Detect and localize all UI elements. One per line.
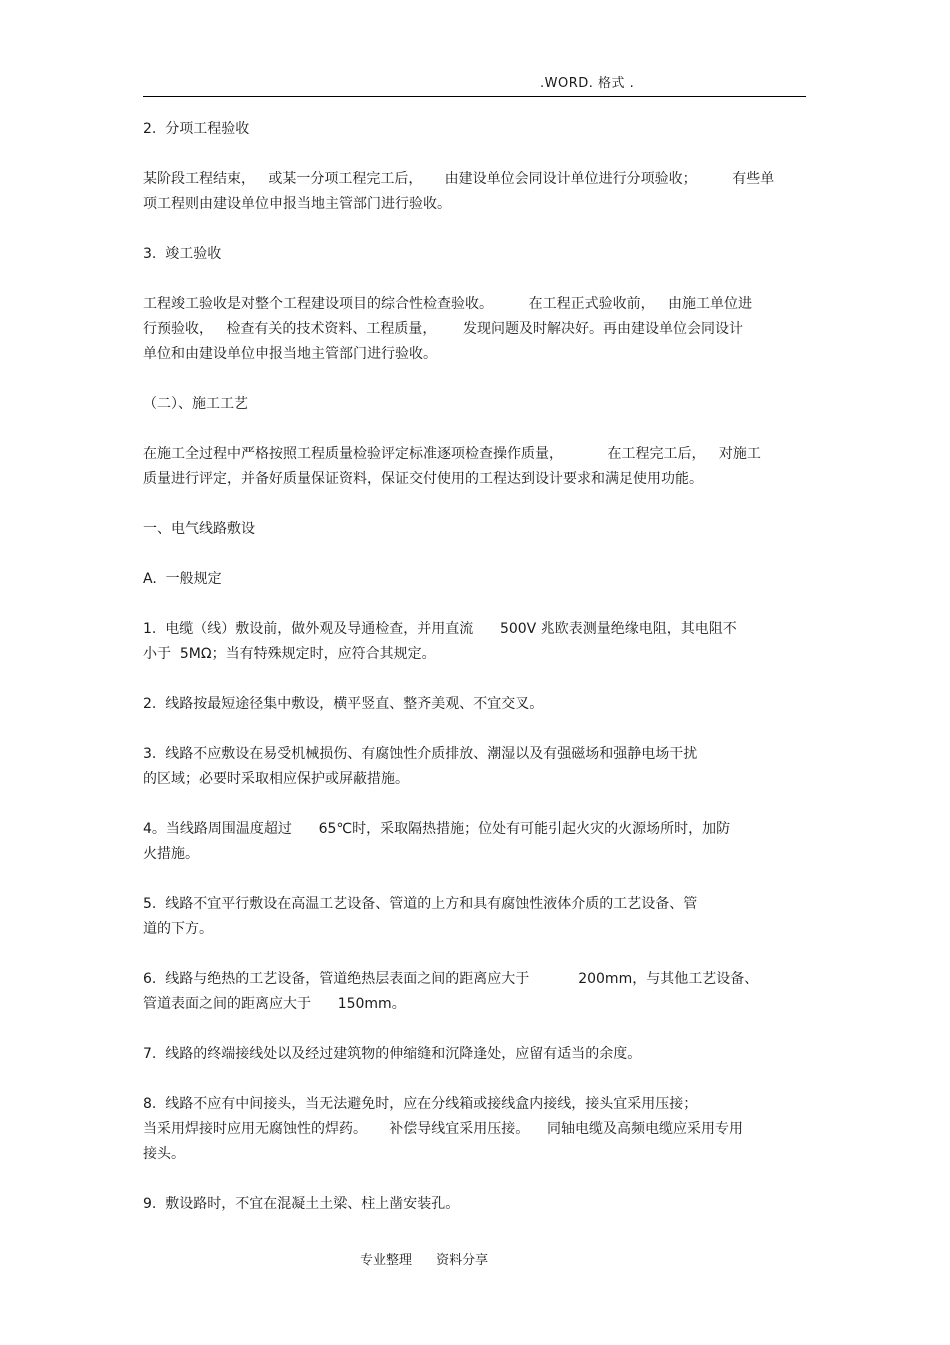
text-line: 管道表面之间的距离应大于 150mm。 bbox=[143, 996, 406, 1012]
text-line: 3. 竣工验收 bbox=[143, 246, 222, 262]
footer-left-text: 专业整理 bbox=[360, 1253, 413, 1268]
text-line: 工程竣工验收是对整个工程建设项目的综合性检查验收。 在工程正式验收前， 由施工单位进 bbox=[143, 296, 752, 312]
paragraph bbox=[143, 117, 806, 142]
page-header-label: .WORD. 格式 . bbox=[540, 76, 635, 91]
text-line: 9. 敷设路时，不宜在混凝土土梁、柱上凿安装孔。 bbox=[143, 1196, 460, 1212]
paragraph bbox=[143, 1042, 806, 1067]
paragraph bbox=[143, 1092, 806, 1167]
text-line: 2. 线路按最短途径集中敷设，横平竖直、整齐美观、不宜交叉。 bbox=[143, 696, 544, 712]
text-line: 5. 线路不宜平行敷设在高温工艺设备、管道的上方和具有腐蚀性液体介质的工艺设备、管 bbox=[143, 896, 698, 912]
paragraph bbox=[143, 292, 806, 367]
text-line: 的区域；必要时采取相应保护或屏蔽措施。 bbox=[143, 771, 409, 787]
text-line: 质量进行评定，并备好质量保证资料，保证交付使用的工程达到设计要求和满足使用功能。 bbox=[143, 471, 703, 487]
paragraph bbox=[143, 392, 806, 417]
text-line: 当采用焊接时应用无腐蚀性的焊药。 补偿导线宜采用压接。 同轴电缆及高频电缆应采用专用 bbox=[143, 1121, 744, 1137]
text-line: 1. 电缆（线）敷设前，做外观及导通检查，并用直流 500V 兆欧表测量绝缘电阻，其电阻不 bbox=[143, 621, 737, 637]
paragraph bbox=[143, 892, 806, 942]
text-line: 接头。 bbox=[143, 1146, 185, 1162]
text-line: 某阶段工程结束， 或某一分项工程完工后， 由建设单位会同设计单位进行分项验收； 有些单 bbox=[143, 171, 775, 187]
paragraph bbox=[143, 617, 806, 667]
paragraph bbox=[143, 567, 806, 592]
paragraph bbox=[143, 442, 806, 492]
paragraph bbox=[143, 242, 806, 267]
text-line: 4。当线路周围温度超过 65℃时，采取隔热措施；位处有可能引起火灾的火源场所时，加防 bbox=[143, 821, 731, 837]
text-line: A. 一般规定 bbox=[143, 571, 222, 587]
text-line: 一、电气线路敷设 bbox=[143, 521, 255, 537]
text-line: 2. 分项工程验收 bbox=[143, 121, 250, 137]
paragraph bbox=[143, 167, 806, 217]
paragraph bbox=[143, 692, 806, 717]
text-line: （二）、施工工艺 bbox=[143, 396, 248, 412]
document-body bbox=[143, 117, 806, 1242]
text-line: 小于 5MΩ；当有特殊规定时，应符合其规定。 bbox=[143, 646, 436, 662]
text-line: 项工程则由建设单位申报当地主管部门进行验收。 bbox=[143, 196, 451, 212]
text-line: 在施工全过程中严格按照工程质量检验评定标准逐项检查操作质量， 在工程完工后， 对施工 bbox=[143, 446, 761, 462]
paragraph bbox=[143, 1192, 806, 1217]
text-line: 8. 线路不应有中间接头，当无法避免时，应在分线箱或接线盒内接线，接头宜采用压接； bbox=[143, 1096, 698, 1112]
text-line: 3. 线路不应敷设在易受机械损伤、有腐蚀性介质排放、潮湿以及有强磁场和强静电场干扰 bbox=[143, 746, 698, 762]
text-line: 行预验收， 检查有关的技术资料、工程质量， 发现问题及时解决好。再由建设单位会同设计 bbox=[143, 321, 744, 337]
text-line: 火措施。 bbox=[143, 846, 199, 862]
paragraph bbox=[143, 517, 806, 542]
paragraph bbox=[143, 967, 806, 1017]
paragraph bbox=[143, 742, 806, 792]
paragraph bbox=[143, 817, 806, 867]
text-line: 道的下方。 bbox=[143, 921, 213, 937]
header-rule bbox=[143, 96, 806, 97]
page-footer bbox=[360, 1249, 488, 1268]
text-line: 单位和由建设单位申报当地主管部门进行验收。 bbox=[143, 346, 437, 362]
footer-right-text: 资料分享 bbox=[436, 1253, 489, 1268]
text-line: 6. 线路与绝热的工艺设备，管道绝热层表面之间的距离应大于 200mm，与其他工艺设备、 bbox=[143, 971, 759, 987]
text-line: 7. 线路的终端接线处以及经过建筑物的伸缩缝和沉降逢处，应留有适当的余度。 bbox=[143, 1046, 642, 1062]
